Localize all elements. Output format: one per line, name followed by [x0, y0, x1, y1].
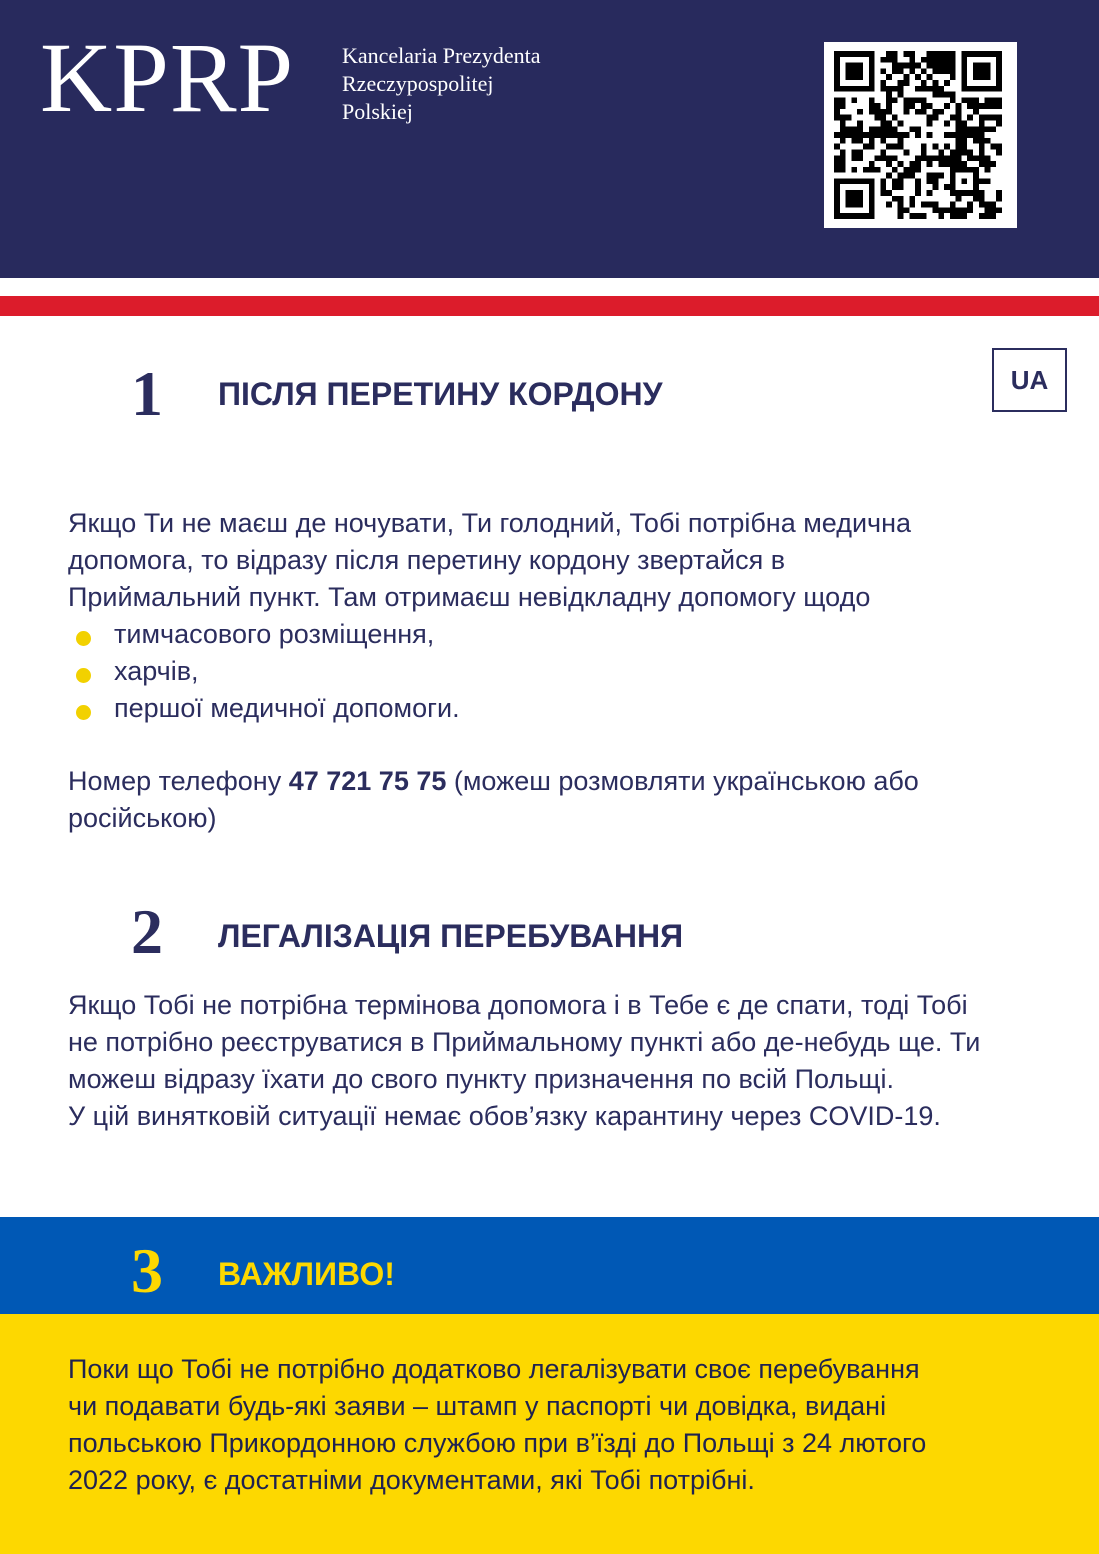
text-line: 2022 року, є достатніми документами, які Тобі потрібні. [68, 1465, 755, 1495]
org-name-line: Kancelaria Prezydenta [342, 43, 541, 68]
text-line: Приймальний пункт. Там отримаєш невідкладну допомогу щодо [68, 582, 871, 612]
list-item [76, 616, 460, 653]
section-number: 3 [131, 1235, 163, 1306]
section-number: 1 [131, 358, 163, 429]
language-badge: UA [992, 348, 1067, 412]
phone-number[interactable]: 47 721 75 75 [288, 766, 447, 796]
kprp-logo: KPRP [40, 22, 295, 133]
header-banner [0, 0, 1099, 278]
help-list [76, 616, 460, 727]
important-body-band [0, 1314, 1099, 1554]
section3-text [68, 1351, 926, 1499]
section-title: ПІСЛЯ ПЕРЕТИНУ КОРДОНУ [218, 376, 663, 412]
text-line: У цій винятковій ситуації немає обов’язку карантину через COVID-19. [68, 1101, 941, 1131]
section-title: ЛЕГАЛІЗАЦІЯ ПЕРЕБУВАННЯ [218, 918, 684, 954]
list-item [76, 690, 460, 727]
list-item [76, 653, 460, 690]
text-line: чи подавати будь-які заяви – штамп у паспорті чи довідка, видані [68, 1391, 887, 1421]
section-title: ВАЖЛИВО! [218, 1256, 395, 1292]
bullet-dot-icon [76, 705, 91, 720]
list-item-text: першої медичної допомоги. [114, 693, 460, 723]
phone-suffix: (можеш розмовляти українською або [446, 766, 919, 796]
text-line: можеш відразу їхати до свого пункту призначення по всій Польщі. [68, 1064, 894, 1094]
text-line: Якщо Ти не маєш де ночувати, Ти голодний, Тобі потрібна медична [68, 508, 912, 538]
text-line: Поки що Тобі не потрібно додатково легалізувати своє перебування [68, 1354, 920, 1384]
text-line: допомога, то відразу після перетину кордону звертайся в [68, 545, 786, 575]
bullet-dot-icon [76, 668, 91, 683]
section2-text [68, 987, 980, 1135]
section1-intro [68, 505, 911, 616]
list-item-text: тимчасового розміщення, [114, 619, 435, 649]
phone-prefix: Номер телефону [68, 766, 289, 796]
stripe-red [0, 296, 1099, 316]
important-header-band [0, 1217, 1099, 1314]
text-line: польською Прикордонною службою при в’їзді до Польщі з 24 лютого [68, 1428, 927, 1458]
org-name-line: Rzeczypospolitej [342, 71, 494, 96]
phone-paragraph [68, 763, 919, 837]
qr-code-icon[interactable] [824, 42, 1017, 228]
org-name [342, 42, 541, 126]
qr-code-graphic [834, 51, 1002, 219]
phone-line [68, 763, 919, 800]
stripe-white [0, 278, 1099, 296]
text-line: не потрібно реєструватися в Приймальному пункті або де-небудь ще. Ти [68, 1027, 981, 1057]
section-number: 2 [131, 896, 163, 967]
org-name-line: Polskiej [342, 99, 413, 124]
text-line: Якщо Тобі не потрібна термінова допомога і в Тебе є де спати, тоді Тобі [68, 990, 968, 1020]
bullet-dot-icon [76, 631, 91, 646]
list-item-text: харчів, [114, 656, 199, 686]
phone-line-2: російською) [68, 803, 217, 833]
